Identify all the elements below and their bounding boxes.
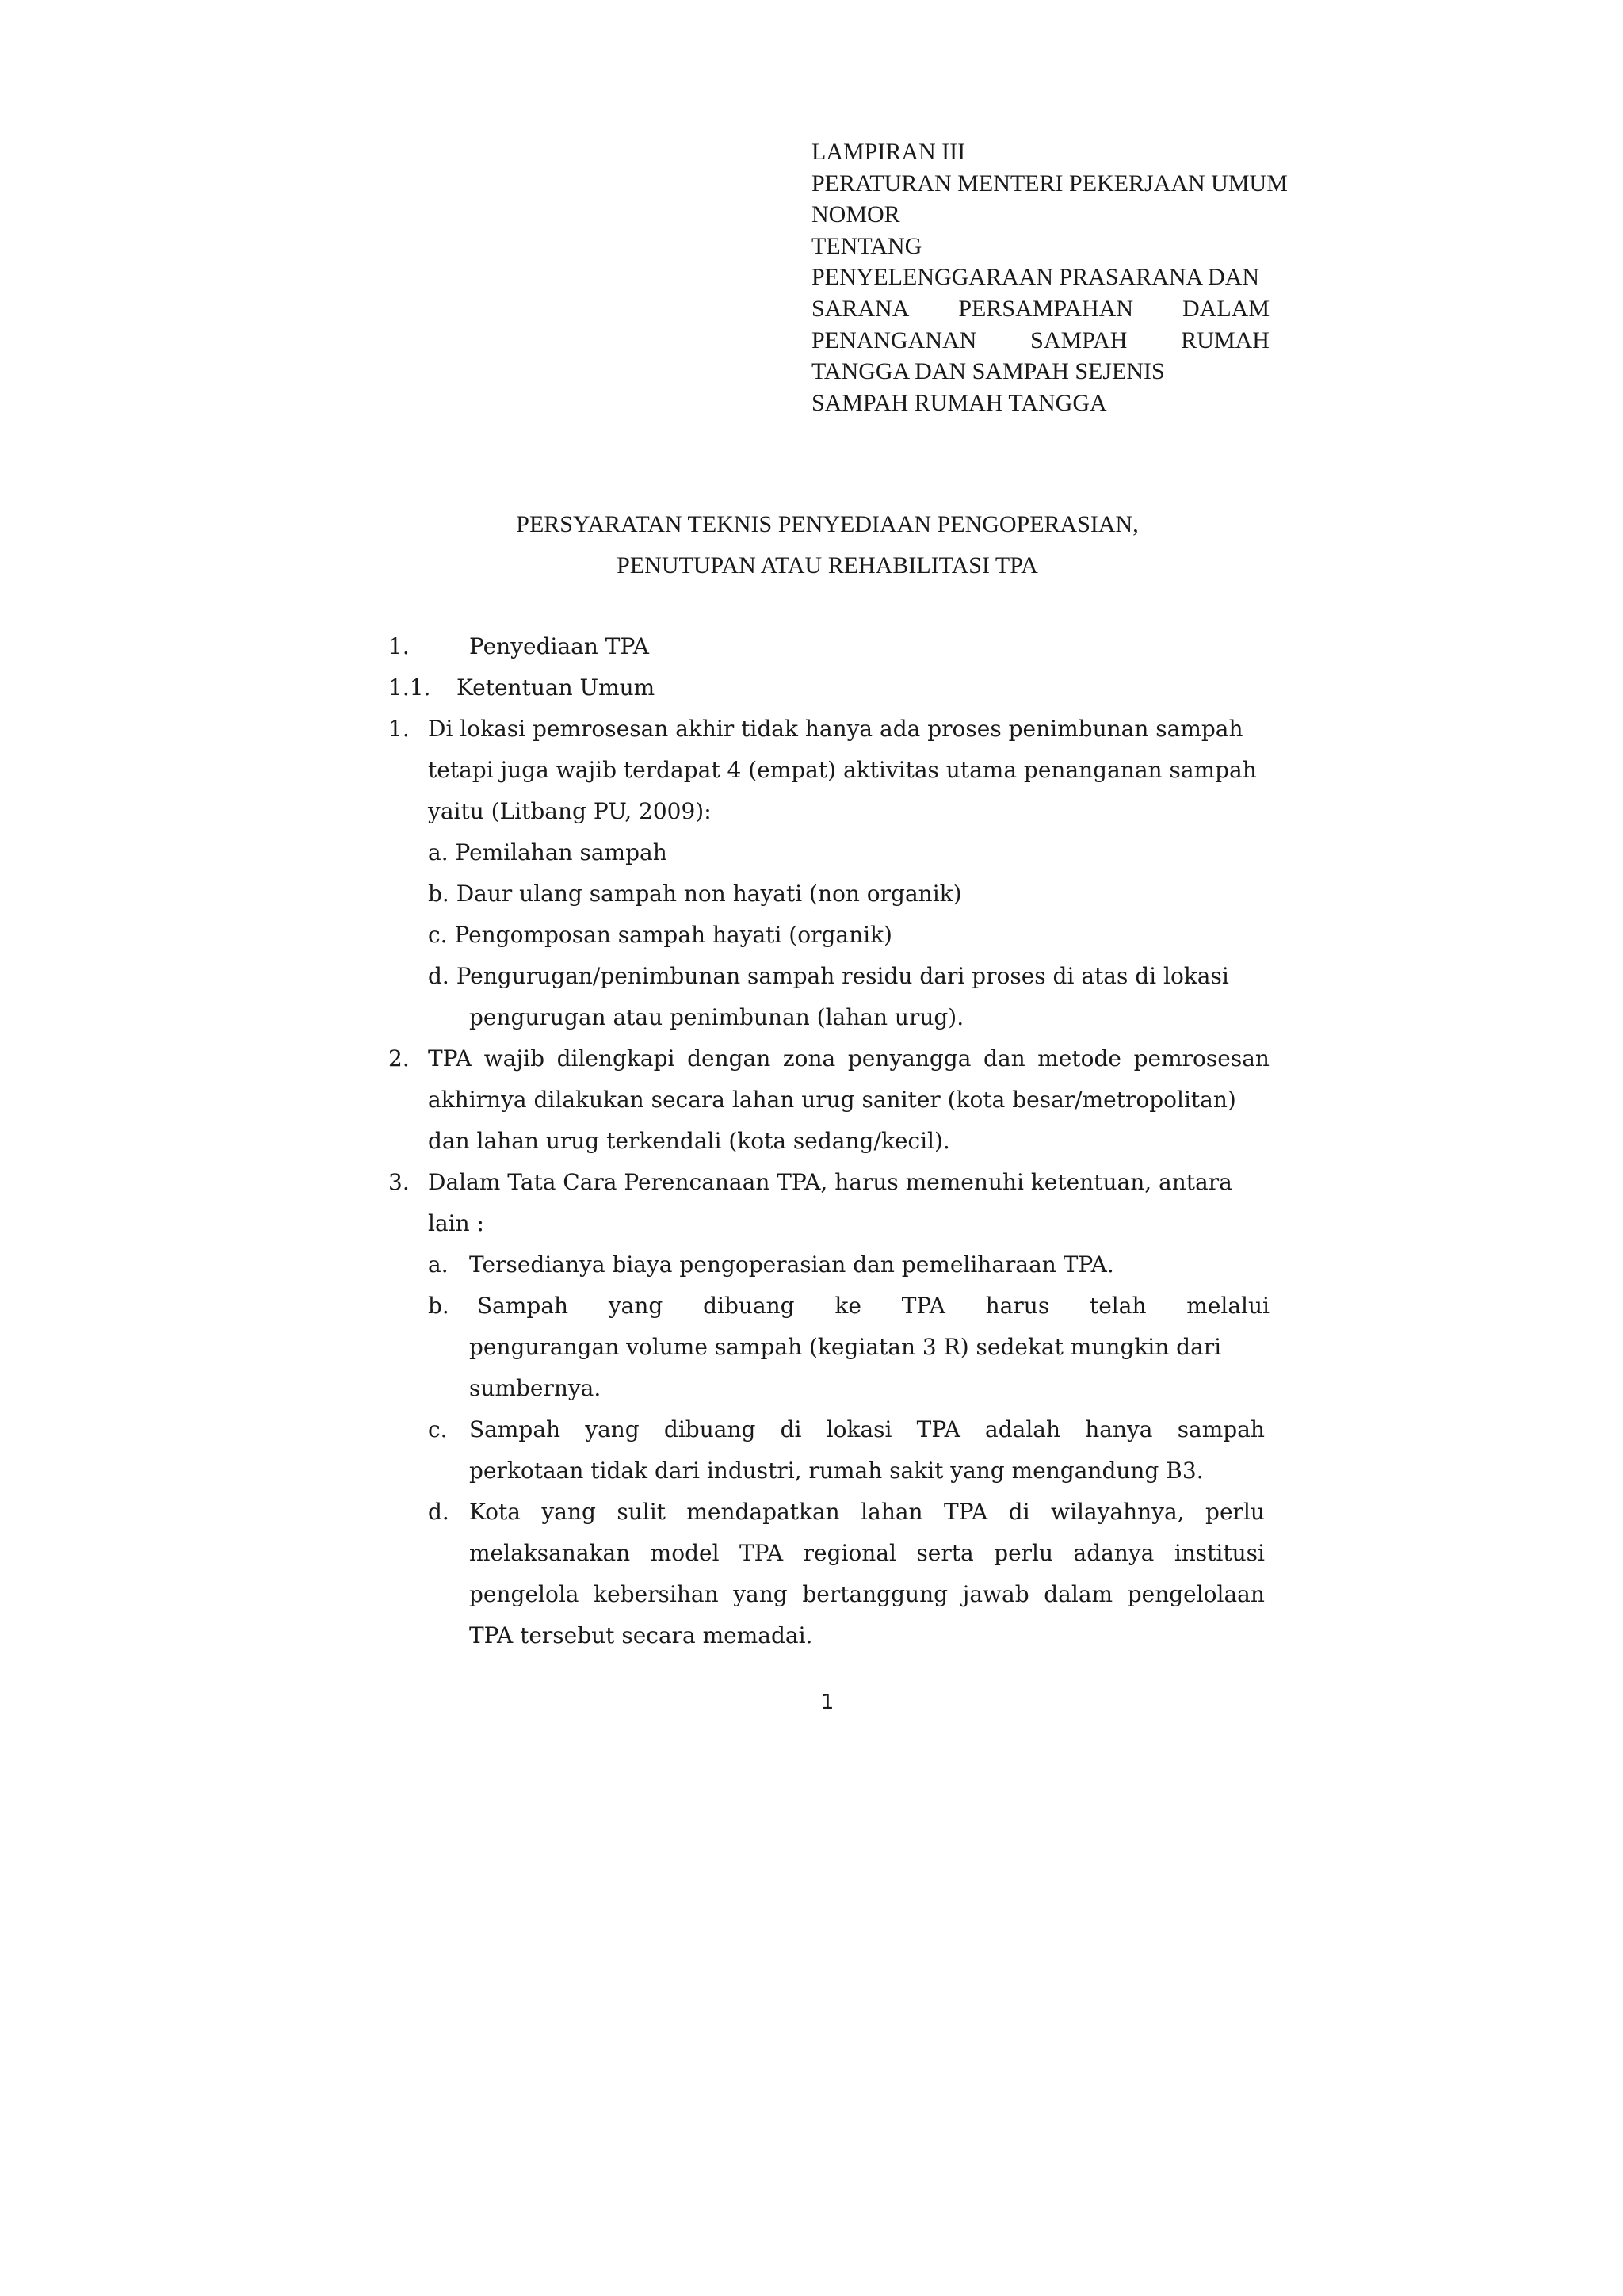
word: sampah — [1177, 1416, 1265, 1442]
word: pengelolaan — [1127, 1581, 1265, 1607]
word: pemrosesan — [1133, 1045, 1270, 1072]
header-word: DALAM — [1182, 295, 1270, 322]
attachment-header — [812, 136, 1288, 418]
paragraph-line: akhirnya dilakukan secara lahan urug saniter (kota besar/metropolitan) — [428, 1087, 1236, 1113]
document-title-line-2: PENUTUPAN ATAU REHABILITASI TPA — [617, 552, 1038, 579]
header-word: PERSAMPAHAN — [958, 295, 1133, 322]
word: TPA — [916, 1416, 960, 1442]
paragraph-line: lain : — [428, 1210, 484, 1236]
word: Kota — [469, 1499, 521, 1525]
paragraph-line: Dalam Tata Cara Perencanaan TPA, harus memenuhi ketentuan, antara — [428, 1169, 1232, 1195]
word: ke — [834, 1293, 861, 1319]
word: TPA — [901, 1293, 945, 1319]
word: wajib — [483, 1045, 544, 1072]
section-heading: Penyediaan TPA — [469, 633, 649, 659]
header-line: SAMPAH RUMAH TANGGA — [812, 389, 1107, 416]
word: perlu — [994, 1540, 1054, 1566]
header-line-justified — [812, 325, 1270, 357]
word: kebersihan — [594, 1581, 719, 1607]
word: TPA — [944, 1499, 988, 1525]
word: bertanggung — [802, 1581, 949, 1607]
word: adalah — [985, 1416, 1061, 1442]
word: perlu — [1205, 1499, 1265, 1525]
word: melalui — [1186, 1293, 1270, 1319]
sub-item-text: TPA tersebut secara memadai. — [469, 1622, 813, 1648]
word: harus — [985, 1293, 1050, 1319]
word: serta — [916, 1540, 974, 1566]
header-line: LAMPIRAN III — [812, 139, 966, 165]
word: yang — [585, 1416, 640, 1442]
word: wilayahnya, — [1051, 1499, 1185, 1525]
list-item: b. Daur ulang sampah non hayati (non organik) — [428, 881, 962, 907]
word: Sampah — [469, 1416, 561, 1442]
word: TPA — [428, 1045, 472, 1072]
word: Sampah — [477, 1293, 569, 1319]
sub-item-text: perkotaan tidak dari industri, rumah sakit yang mengandung B3. — [469, 1457, 1204, 1484]
word: zona — [782, 1045, 836, 1072]
sub-item-line-justified — [477, 1290, 1270, 1322]
section-number: 1. — [388, 633, 410, 659]
word: metode — [1037, 1045, 1122, 1072]
word: jawab — [962, 1581, 1029, 1607]
word: yang — [608, 1293, 663, 1319]
header-line: TANGGA DAN SAMPAH SEJENIS — [812, 358, 1165, 385]
item-number: 3. — [388, 1169, 410, 1195]
word: melaksanakan — [469, 1540, 631, 1566]
item-number: 1. — [388, 716, 410, 742]
sub-item-label: d. — [428, 1499, 449, 1525]
word: hanya — [1085, 1416, 1153, 1442]
header-line: NOMOR — [812, 201, 900, 228]
subsection-number: 1.1. — [388, 674, 431, 701]
list-item: a. Pemilahan sampah — [428, 839, 667, 865]
header-line: PENYELENGGARAAN PRASARANA DAN — [812, 264, 1260, 291]
word: mendapatkan — [686, 1499, 840, 1525]
paragraph-line: yaitu (Litbang PU, 2009): — [428, 798, 712, 824]
paragraph-line: tetapi juga wajib terdapat 4 (empat) aktivitas utama penanganan sampah — [428, 757, 1257, 783]
list-item: d. Pengurugan/penimbunan sampah residu dari proses di atas di lokasi — [428, 963, 1229, 989]
word: dibuang — [663, 1416, 756, 1442]
sub-item-label: a. — [428, 1251, 449, 1278]
word: penyangga — [847, 1045, 972, 1072]
word: model — [650, 1540, 720, 1566]
word: dengan — [687, 1045, 771, 1072]
sub-item-line-justified — [469, 1538, 1265, 1569]
word: institusi — [1174, 1540, 1265, 1566]
sub-item-label: b. — [428, 1293, 449, 1319]
sub-item-label: c. — [428, 1416, 448, 1442]
header-word: SARANA — [812, 295, 910, 322]
paragraph-line-justified — [428, 1043, 1270, 1075]
word: di — [780, 1416, 802, 1442]
word: yang — [733, 1581, 788, 1607]
subsection-heading: Ketentuan Umum — [456, 674, 655, 701]
page-number: 1 — [820, 1690, 834, 1714]
item-number: 2. — [388, 1045, 410, 1072]
header-word: SAMPAH — [1030, 327, 1128, 353]
word: dilengkapi — [556, 1045, 675, 1072]
word: dalam — [1044, 1581, 1113, 1607]
header-word: RUMAH — [1181, 327, 1270, 353]
word: di — [1008, 1499, 1030, 1525]
word: pengelola — [469, 1581, 579, 1607]
list-item: c. Pengomposan sampah hayati (organik) — [428, 922, 892, 948]
sub-item-line-justified — [469, 1579, 1265, 1610]
word: regional — [803, 1540, 896, 1566]
sub-item-line-justified — [469, 1414, 1265, 1446]
sub-item-text: Tersedianya biaya pengoperasian dan pemeliharaan TPA. — [469, 1251, 1114, 1278]
word: dibuang — [703, 1293, 795, 1319]
paragraph-line: dan lahan urug terkendali (kota sedang/kecil). — [428, 1128, 950, 1154]
word: lokasi — [826, 1416, 892, 1442]
word: telah — [1089, 1293, 1147, 1319]
word: TPA — [739, 1540, 784, 1566]
sub-item-line-justified — [469, 1496, 1265, 1528]
header-word: PENANGANAN — [812, 327, 977, 353]
paragraph-line: Di lokasi pemrosesan akhir tidak hanya ada proses penimbunan sampah — [428, 716, 1243, 742]
header-line: PERATURAN MENTERI PEKERJAAN UMUM — [812, 170, 1288, 197]
list-item-continuation: pengurugan atau penimbunan (lahan urug). — [469, 1004, 964, 1030]
document-title-line-1: PERSYARATAN TEKNIS PENYEDIAAN PENGOPERASIAN, — [516, 511, 1139, 537]
word: dan — [983, 1045, 1025, 1072]
sub-item-text: pengurangan volume sampah (kegiatan 3 R) sedekat mungkin dari — [469, 1334, 1222, 1360]
word: yang — [541, 1499, 596, 1525]
header-line: TENTANG — [812, 232, 922, 259]
header-line-justified — [812, 293, 1270, 325]
word: sulit — [617, 1499, 666, 1525]
sub-item-text: sumbernya. — [469, 1375, 601, 1401]
word: lahan — [861, 1499, 923, 1525]
word: adanya — [1073, 1540, 1155, 1566]
